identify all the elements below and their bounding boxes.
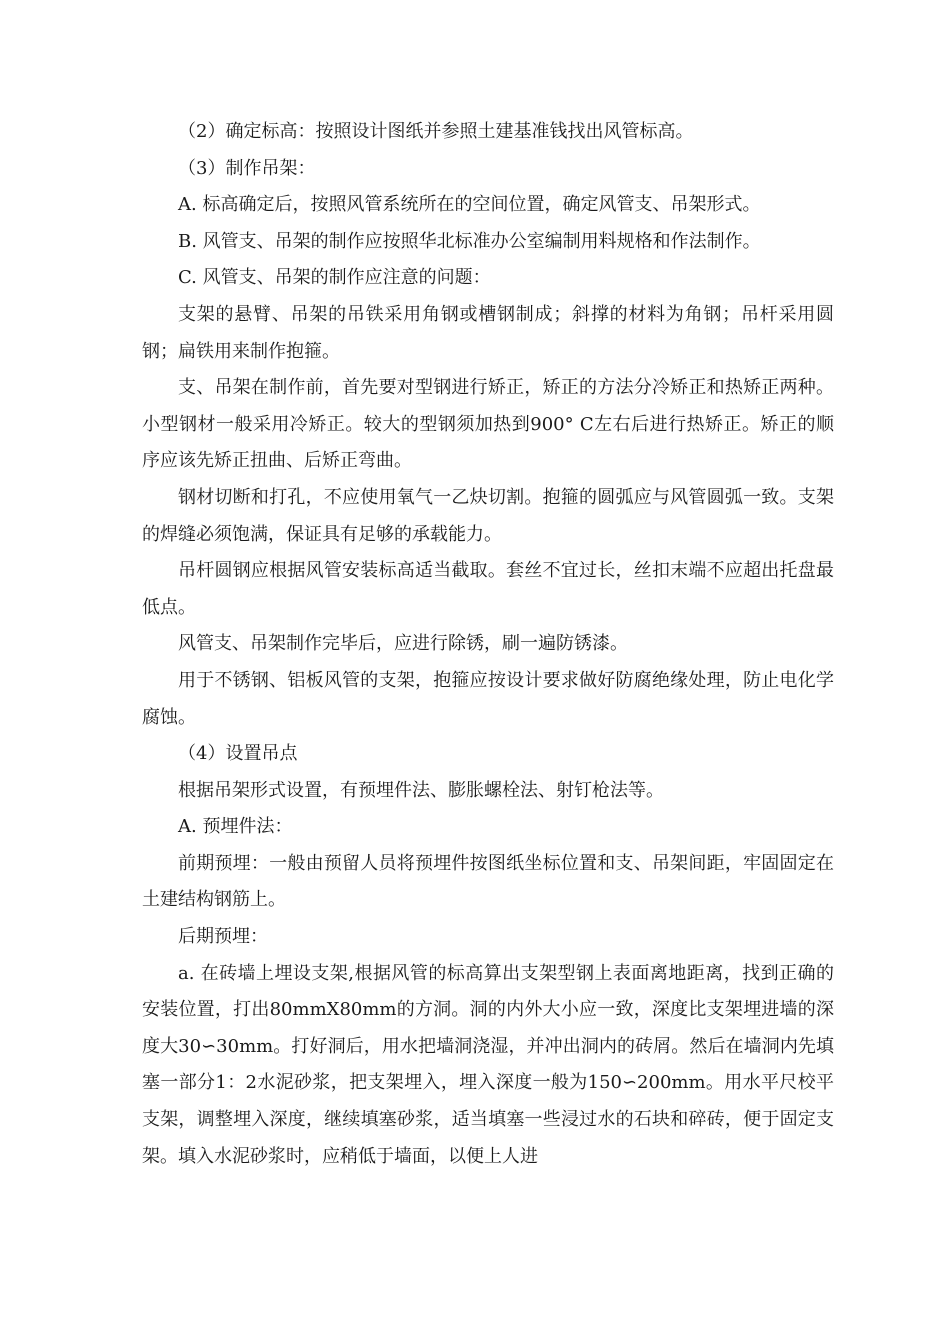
paragraph-cutting: 钢材切断和打孔，不应使用氧气一乙炔切割。抱箍的圆弧应与风管圆弧一致。支架的焊缝必须饱满，保证具有足够的承载能力。 <box>142 486 834 545</box>
document-body <box>142 114 834 1175</box>
paragraph-embedded-method: A. 预埋件法： <box>178 816 293 838</box>
paragraph-elevation: （2）确定标高：按照设计图纸并参照土建基准钱找出风管标高。 <box>178 121 694 142</box>
paragraph-make-hanger: （3）制作吊架： <box>178 157 316 179</box>
paragraph-hanger-rod: 吊杆圆钢应根据风管安装标高适当截取。套丝不宜过长，丝扣末端不应超出托盘最低点。 <box>142 560 834 618</box>
paragraph-early-embedding: 前期预埋：一般由预留人员将预埋件按图纸坐标位置和支、吊架间距，牢固固定在土建结构钢筋上。 <box>142 852 834 911</box>
paragraph-straightening: 支、吊架在制作前，首先要对型钢进行矫正，矫正的方法分冷矫正和热矫正两种。小型钢材一般采用冷矫正。较大的型钢须加热到900° C左右后进行热矫正。矫正的顺序应该先矫正扭曲、后矫正弯曲。 <box>142 377 834 472</box>
paragraph-stainless: 用于不锈钢、铝板风管的支架，抱箍应按设计要求做好防腐绝缘处理，防止电化学腐蚀。 <box>142 669 834 728</box>
paragraph-brick-wall: a. 在砖墙上埋设支架,根据风管的标高算出支架型钢上表面离地距离，找到正确的安装位置，打出80mmX80mm的方洞。洞的内外大小应一致，深度比支架埋进墙的深度大30∽30mm。打好洞后，用水把墙洞浇湿，并冲出洞内的砖屑。然后在墙洞内先填塞一部分1：2水泥砂浆，把支架埋入，埋入深度一般为150∽200mm。用水平尺校平支架，调整埋入深度，继续填塞砂浆，适当填塞一些浸过水的石块和碎砖，便于固定支架。填入水泥砂浆时，应稍低于墙面，以便上人进 <box>142 962 834 1167</box>
paragraph-hanging-point: （4）设置吊点 <box>178 743 298 765</box>
paragraph-late-embedding: 后期预埋： <box>178 926 268 948</box>
paragraph-methods: 根据吊架形式设置，有预埋件法、膨胀螺栓法、射钉枪法等。 <box>178 779 664 801</box>
paragraph-materials: 支架的悬臂、吊架的吊铁采用角钢或槽钢制成；斜撑的材料为角钢；吊杆采用圆钢；扁铁用来制作抱箍。 <box>142 303 834 362</box>
paragraph-c: C. 风管支、吊架的制作应注意的问题： <box>178 267 491 289</box>
paragraph-rust: 风管支、吊架制作完毕后，应进行除锈，刷一遍防锈漆。 <box>178 633 628 655</box>
paragraph-b: B. 风管支、吊架的制作应按照华北标准办公室编制用料规格和作法制作。 <box>178 230 761 252</box>
paragraph-a: A. 标高确定后，按照风管系统所在的空间位置，确定风管支、吊架形式。 <box>178 194 761 216</box>
